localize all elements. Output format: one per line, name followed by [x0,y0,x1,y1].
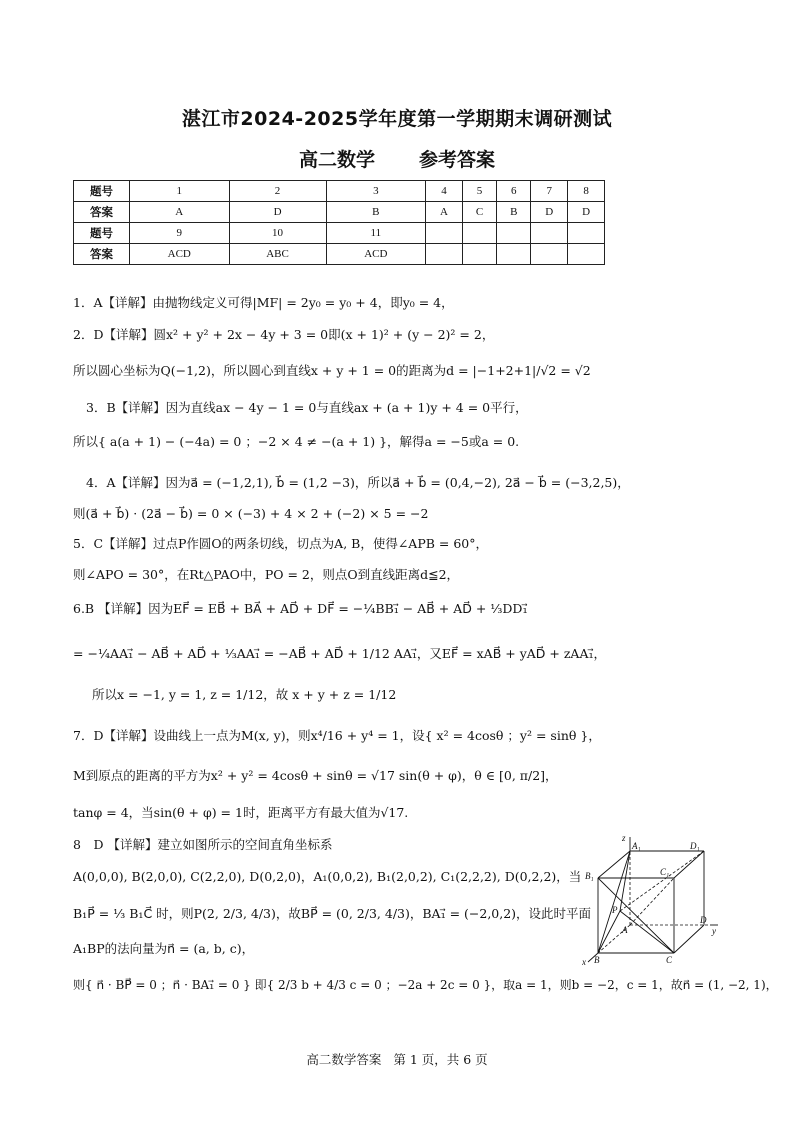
row-header: 题号 [74,223,130,244]
table-cell: D [229,202,326,223]
table-cell: ABC [229,244,326,265]
table-cell: A [130,202,230,223]
solution-line: 2．D【详解】圆x² + y² + 2x − 4y + 3 = 0即(x + 1)² + (y − 2)² = 2， [73,327,495,342]
page-subtitle [0,145,794,172]
table-cell: 8 [568,181,605,202]
table-cell: ACD [326,244,426,265]
hidden-segment-a-c1 [630,878,674,925]
segment-p-c [620,911,674,953]
table-cell: 6 [497,181,531,202]
table-cell: D [531,202,568,223]
doc-type-label: 参考答案 [419,149,496,171]
label-a: A [622,925,628,935]
table-cell [462,244,496,265]
footer-page-number: 第 1 页，共 6 页 [393,1052,488,1067]
row-header: 答案 [74,202,130,223]
table-cell: 5 [462,181,496,202]
label-d: D [700,915,707,925]
segment-a1-p [620,851,630,911]
answer-table [73,180,605,265]
solution-line: 1．A【详解】由抛物线定义可得|MF| = 2y₀ = y₀ + 4，即y₀ = 4， [73,295,454,310]
table-cell: 4 [426,181,463,202]
table-cell [531,223,568,244]
label-y: y [712,926,716,936]
solution-line: 8 D 【详解】建立如图所示的空间直角坐标系 [73,837,333,852]
table-cell: 3 [326,181,426,202]
solution-line: A(0,0,0), B(2,0,0), C(2,2,0), D(0,2,0)，A₁(0,0,2), B₁(2,0,2), C₁(2,2,2), D(0,2,2)，当 [73,869,582,884]
row-header: 答案 [74,244,130,265]
subject-label: 高二数学 [298,149,375,171]
segment-a1-b [598,851,630,953]
label-d1: D₁ [690,841,700,851]
solution-line: B₁P⃗ = ⅓ B₁C⃗ 时，则P(2, 2/3, 4/3)，故BP⃗ = (0, 2/3, 4/3)，BA₁⃗ = (−2,0,2)，设此时平面 [73,906,592,921]
table-cell: ACD [130,244,230,265]
table-row [74,244,605,265]
solution-line: 则∠APO = 30°，在Rt△PAO中，PO = 2，则点O到直线距离d≦2， [73,567,460,582]
table-cell: 11 [326,223,426,244]
table-cell: A [426,202,463,223]
solution-line: 所以{ a(a + 1) − (−4a) = 0 ；−2 × 4 ≠ −(a + 1) }，解得a = −5或a = 0. [73,434,520,449]
edge-c1-d1 [674,851,704,878]
table-cell [568,244,605,265]
table-row [74,202,605,223]
label-z: z [622,833,626,843]
solution-line: 6.B 【详解】因为EF⃗ = EB⃗ + BA⃗ + AD⃗ + DF⃗ = −¼BB₁⃗ − AB⃗ + AD⃗ + ⅓DD₁⃗ [73,601,528,616]
solution-line: 4．A【详解】因为a⃗ = (−1,2,1), b⃗ = (1,2 −3)，所以a⃗ + b⃗ = (0,4,−2), 2a⃗ − b⃗ = (−3,2,5)， [86,475,630,490]
label-b1: B₁ [585,871,594,881]
table-cell: 9 [130,223,230,244]
table-cell [426,244,463,265]
page-title: 湛江市2024-2025学年度第一学期期末调研测试 [181,108,613,130]
edge-a1-b1 [598,851,630,878]
table-cell: 7 [531,181,568,202]
solution-line: 7．D【详解】设曲线上一点为M(x, y)，则x⁴/16 + y⁴ = 1，设{ x² = 4cosθ ；y² = sinθ }， [73,728,601,743]
table-cell [568,223,605,244]
table-cell [426,223,463,244]
label-x: x [582,957,586,967]
label-c: C [666,955,673,965]
table-cell [462,223,496,244]
label-p: P [612,905,618,915]
table-row [74,181,605,202]
label-b: B [594,955,600,965]
edge-c-d [674,925,704,953]
page-footer [0,1050,794,1068]
solution-line: 则{ n⃗ · BP⃗ = 0 ；n⃗ · BA₁⃗ = 0 } 即{ 2/3 b + 4/3 c = 0 ；−2a + 2c = 0 }，取a = 1，则b = −2，c = 1，故n⃗ = (1, −2, 1)， [73,978,778,992]
footer-subject: 高二数学答案 [306,1052,382,1067]
solution-line: 则(a⃗ + b⃗) · (2a⃗ − b⃗) = 0 × (−3) + 4 × 2 + (−2) × 5 = −2 [73,506,429,521]
solution-line: = −¼AA₁⃗ − AB⃗ + AD⃗ + ⅓AA₁⃗ = −AB⃗ + AD⃗ + 1/12 AA₁⃗，又EF⃗ = xAB⃗ + yAD⃗ + zAA₁⃗， [73,646,606,661]
row-header: 题号 [74,181,130,202]
table-row [74,223,605,244]
table-cell [497,244,531,265]
solution-line: 3．B【详解】因为直线ax − 4y − 1 = 0与直线ax + (a + 1)y + 4 = 0平行， [86,400,528,415]
label-a1: A₁ [632,841,641,851]
table-cell: 2 [229,181,326,202]
table-cell: B [326,202,426,223]
table-cell: 1 [130,181,230,202]
table-cell [497,223,531,244]
table-cell [531,244,568,265]
table-cell: B [497,202,531,223]
solution-line: 所以x = −1, y = 1, z = 1/12，故 x + y + z = 1/12 [92,687,397,702]
solution-line: M到原点的距离的平方为x² + y² = 4cosθ + sinθ = √17 sin(θ + φ)，θ ∈ [0, π/2]， [73,768,558,783]
table-cell: C [462,202,496,223]
label-c1: C₁ [660,867,670,877]
hidden-segment-p-d1 [620,851,704,911]
solution-line: 所以圆心坐标为Q(−1,2)，所以圆心到直线x + y + 1 = 0的距离为d = |−1+2+1|/√2 = √2 [73,363,591,378]
solution-line: A₁BP的法向量为n⃗ = (a, b, c)， [73,941,255,956]
solution-line: 5．C【详解】过点P作圆O的两条切线，切点为A, B，使得∠APB = 60°， [73,536,489,551]
solution-line: tanφ = 4，当sin(θ + φ) = 1时，距离平方有最大值为√17. [73,805,409,820]
table-cell: D [568,202,605,223]
cube-coordinate-figure [582,833,722,968]
table-cell: 10 [229,223,326,244]
